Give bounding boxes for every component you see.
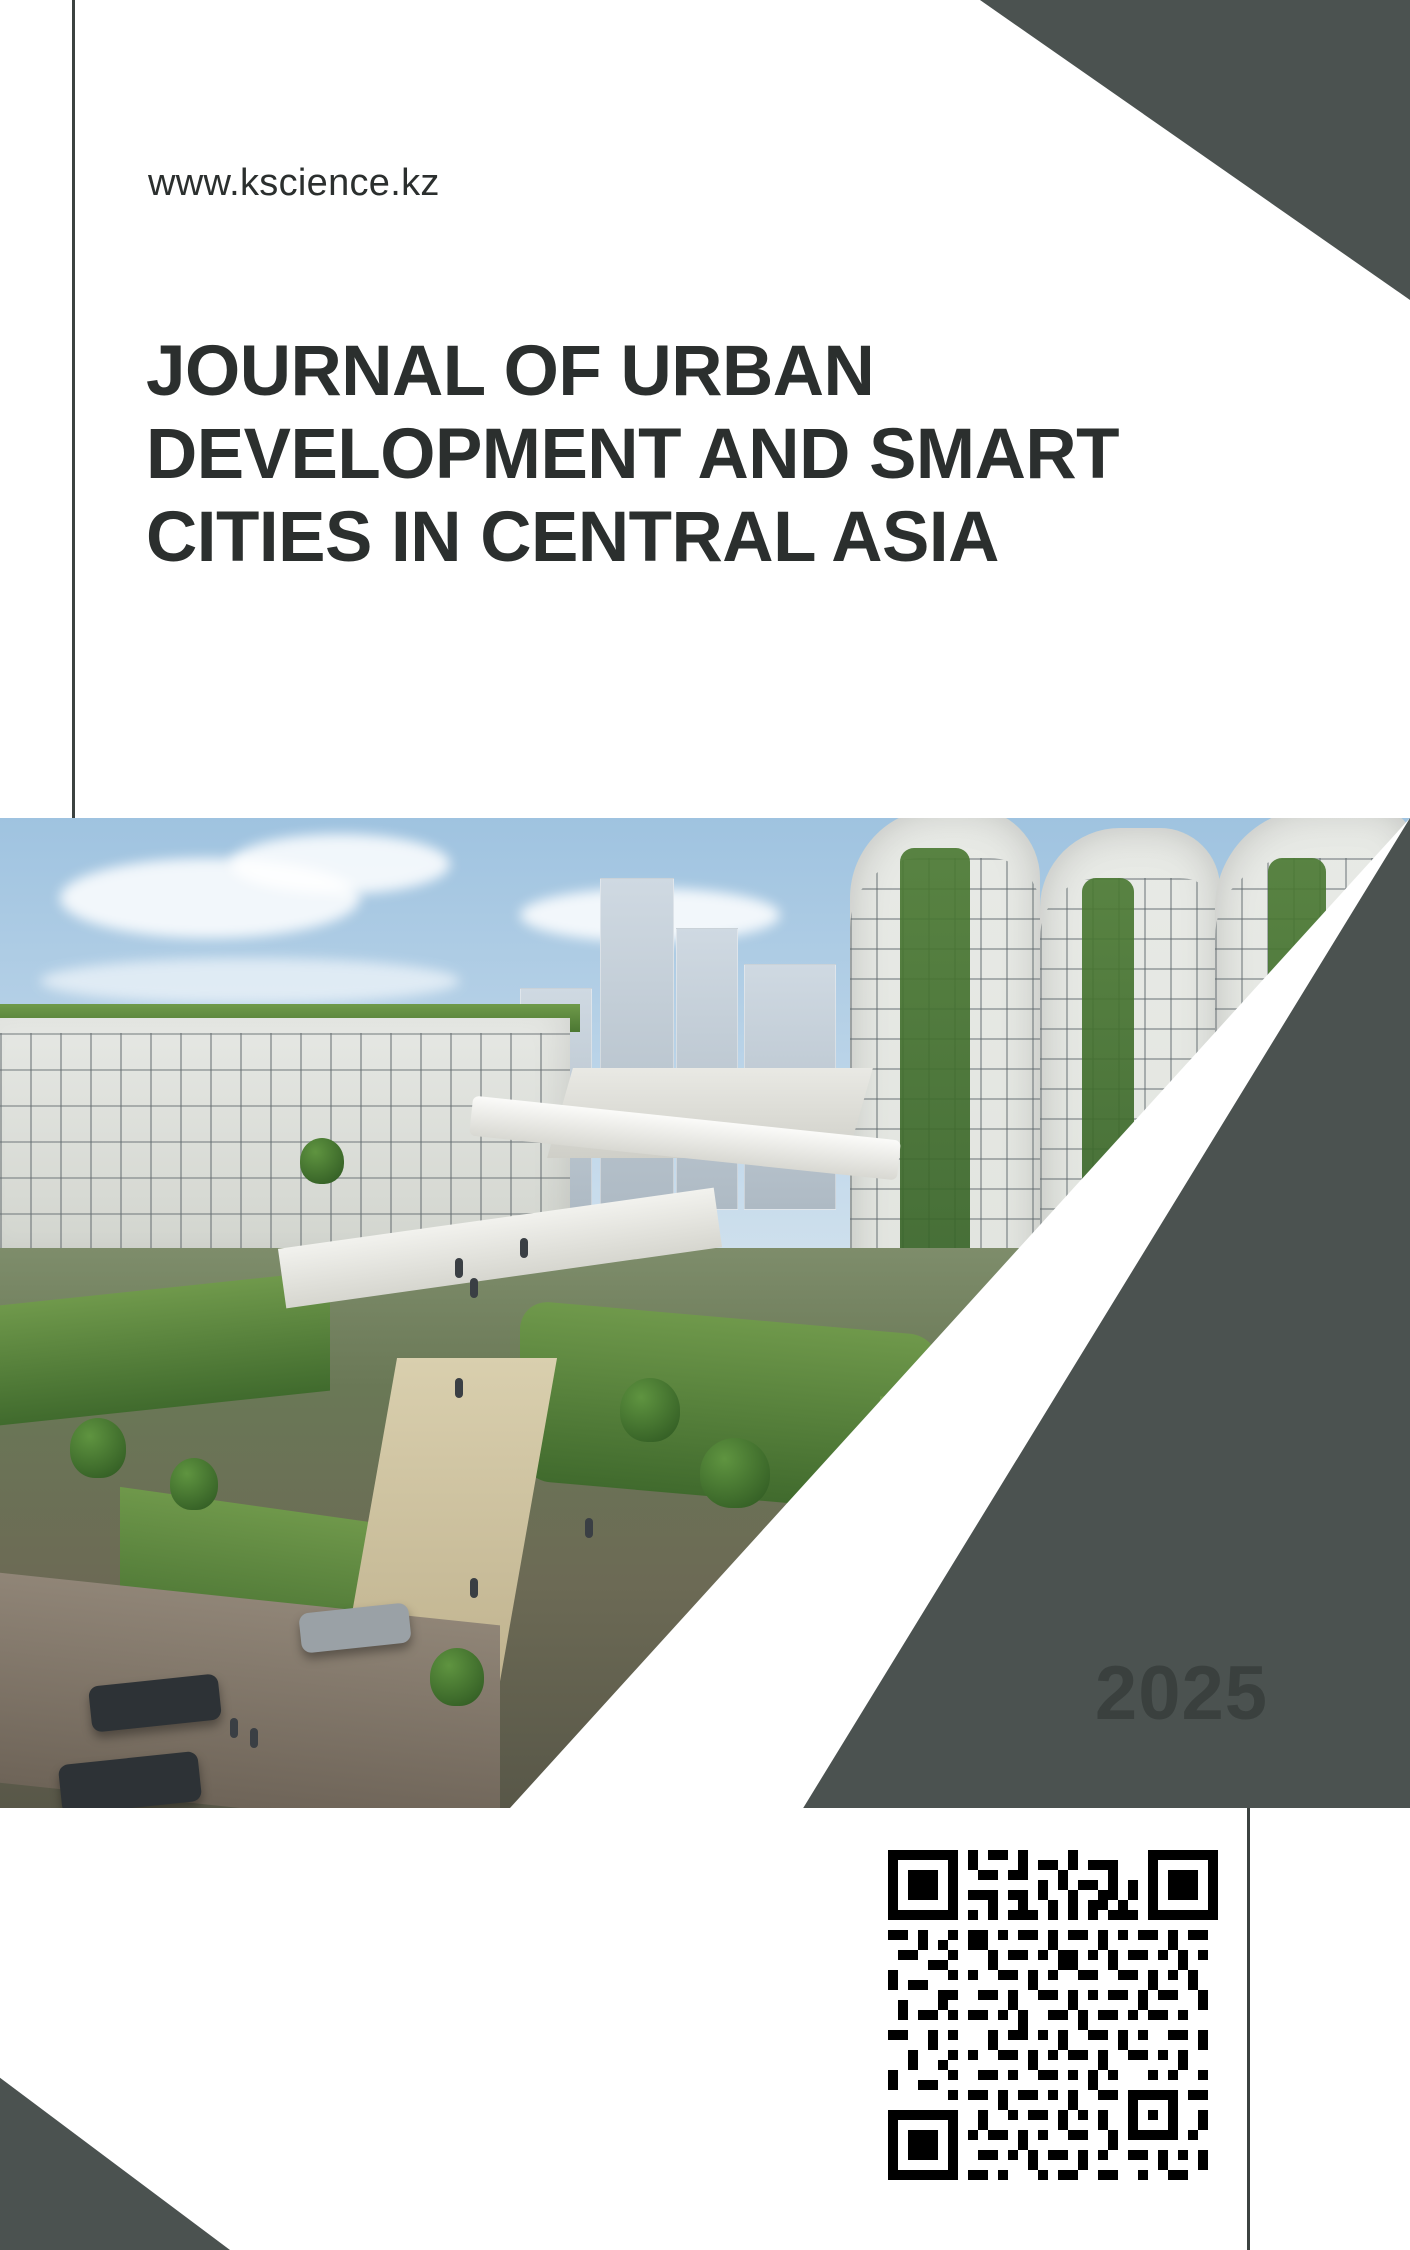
pedestrian bbox=[470, 1278, 478, 1298]
pedestrian bbox=[455, 1258, 463, 1278]
pedestrian bbox=[455, 1378, 463, 1398]
website-url: www.kscience.kz bbox=[148, 162, 440, 204]
publication-year: 2025 bbox=[1094, 1651, 1268, 1736]
tree bbox=[300, 1138, 344, 1184]
footer-vertical-rule bbox=[1247, 1808, 1250, 2250]
page-title: JOURNAL OF URBAN DEVELOPMENT AND SMART CITIES IN CENTRAL ASIA bbox=[146, 332, 1119, 578]
cloud bbox=[40, 958, 460, 1004]
distant-tower bbox=[600, 878, 674, 1210]
tree bbox=[70, 1418, 126, 1478]
tree bbox=[170, 1458, 218, 1510]
tree bbox=[620, 1378, 680, 1442]
bottom-left-corner-decoration bbox=[0, 2040, 230, 2250]
tree bbox=[700, 1438, 770, 1508]
qr-code-icon bbox=[888, 1850, 1218, 2180]
pedestrian bbox=[230, 1718, 238, 1738]
tree bbox=[430, 1648, 484, 1706]
pedestrian bbox=[250, 1728, 258, 1748]
left-vertical-rule bbox=[72, 0, 75, 818]
pedestrian bbox=[585, 1518, 593, 1538]
cloud bbox=[230, 834, 450, 894]
pedestrian bbox=[520, 1238, 528, 1258]
qr-code[interactable] bbox=[888, 1850, 1218, 2180]
pedestrian bbox=[470, 1578, 478, 1598]
top-right-corner-decoration bbox=[980, 0, 1410, 300]
